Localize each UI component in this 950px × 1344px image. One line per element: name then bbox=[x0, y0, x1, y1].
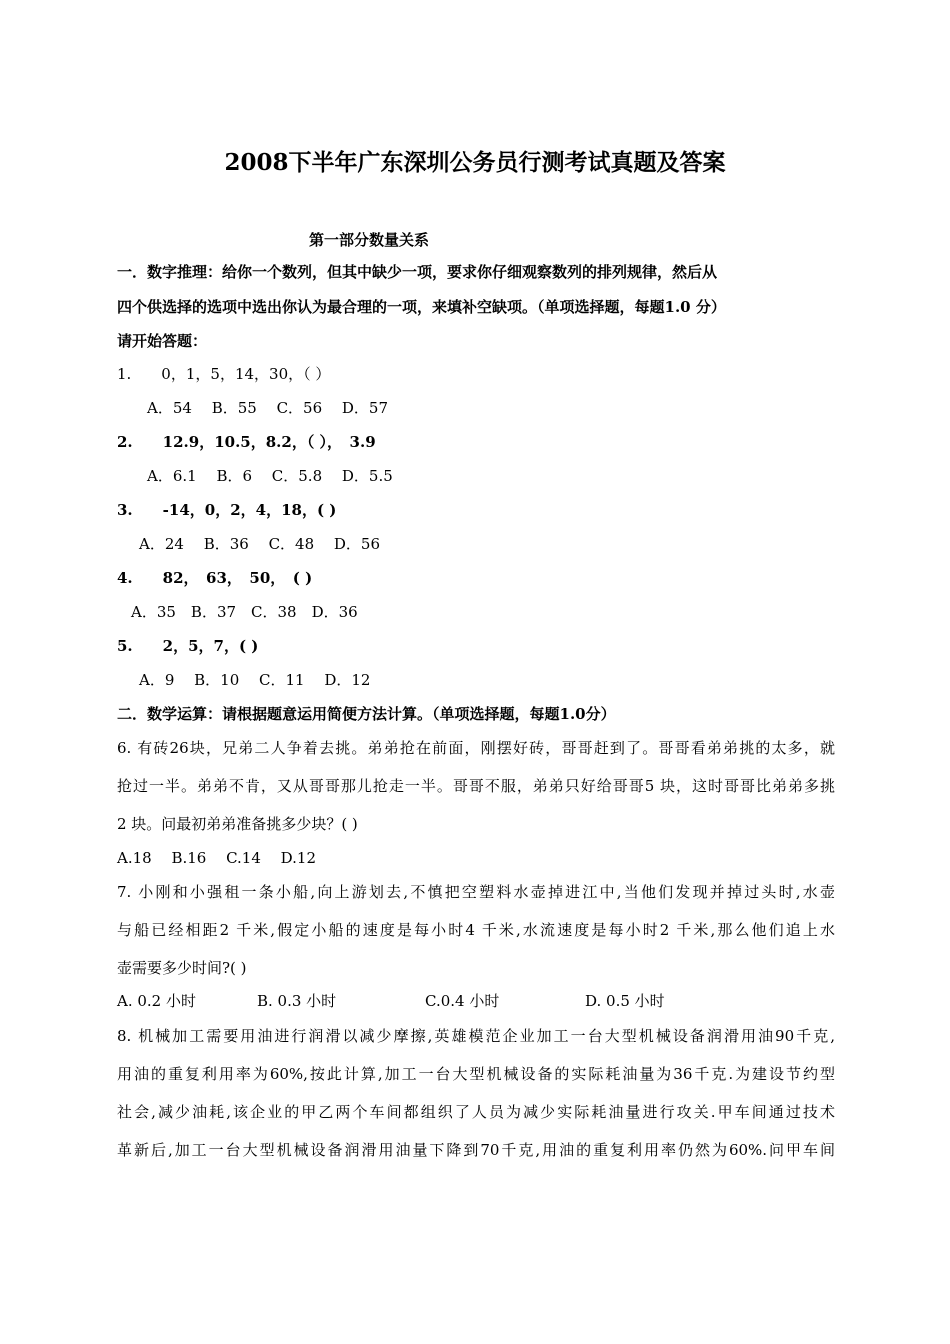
section1-intro-line2: 四个供选择的选项中选出你认为最合理的一项，来填补空缺项。（单项选择题，每题1.0 分） bbox=[117, 298, 726, 316]
question-8-line3: 社会,减少油耗,该企业的甲乙两个车间都组织了人员为减少实际耗油量进行攻关.甲车间通过技术 bbox=[117, 1103, 835, 1121]
question-7-option-b: B. 0.3 小时 bbox=[257, 992, 337, 1010]
question-4-stem: 4. 82， 63， 50， ( ) bbox=[117, 569, 313, 587]
question-6-options: A.18 B.16 C.14 D.12 bbox=[117, 849, 317, 867]
question-7-option-d: D. 0.5 小时 bbox=[585, 992, 665, 1010]
question-2-stem: 2. 12.9，10.5，8.2，（ ）， 3.9 bbox=[117, 433, 376, 451]
part-heading: 第一部分数量关系 bbox=[309, 231, 430, 249]
section1-intro-line1: 一．数字推理：给你一个数列，但其中缺少一项，要求你仔细观察数列的排列规律，然后从 bbox=[117, 263, 718, 281]
question-5-stem: 5. 2，5，7，( ) bbox=[117, 637, 259, 655]
question-8-line1: 8. 机械加工需要用油进行润滑以减少摩擦,英雄模范企业加工一台大型机械设备润滑用油90千克, bbox=[117, 1027, 835, 1045]
question-8-line2: 用油的重复利用率为60%,按此计算,加工一台大型机械设备的实际耗油量为36千克.为建设节约型 bbox=[117, 1065, 835, 1083]
question-7-line3: 壶需要多少时间?( ) bbox=[117, 959, 247, 977]
question-5-options: A．9 B．10 C．11 D．12 bbox=[139, 671, 371, 689]
question-1-options: A．54 B．55 C．56 D．57 bbox=[147, 399, 389, 417]
question-6-line2: 抢过一半。弟弟不肯，又从哥哥那儿抢走一半。哥哥不服，弟弟只好给哥哥5 块，这时哥哥比弟弟多挑 bbox=[117, 777, 835, 795]
question-7-line2: 与船已经相距2 千米,假定小船的速度是每小时4 千米,水流速度是每小时2 千米,那么他们追上水 bbox=[117, 921, 835, 939]
question-3-options: A．24 B．36 C．48 D．56 bbox=[139, 535, 381, 553]
document-title: 2008下半年广东深圳公务员行测考试真题及答案 bbox=[224, 149, 726, 176]
question-1-stem: 1. 0，1，5，14，30，（ ） bbox=[117, 365, 331, 383]
question-6-line3: 2 块。问最初弟弟准备挑多少块？( ) bbox=[117, 815, 358, 833]
question-4-options: A．35 B．37 C．38 D．36 bbox=[131, 603, 358, 621]
question-6-line1: 6. 有砖26块，兄弟二人争着去挑。弟弟抢在前面，刚摆好砖，哥哥赶到了。哥哥看弟弟挑的太多，就 bbox=[117, 739, 835, 757]
question-8-line4: 革新后,加工一台大型机械设备润滑用油量下降到70千克,用油的重复利用率仍然为60%.问甲车间 bbox=[117, 1141, 835, 1159]
section2-heading: 二．数学运算：请根据题意运用简便方法计算。（单项选择题，每题1.0分） bbox=[117, 705, 616, 723]
section1-start: 请开始答题： bbox=[117, 332, 208, 350]
question-2-options: A．6.1 B．6 C．5.8 D．5.5 bbox=[147, 467, 393, 485]
question-7-option-c: C.0.4 小时 bbox=[425, 992, 500, 1010]
question-7-option-a: A. 0.2 小时 bbox=[117, 992, 196, 1010]
question-7-line1: 7. 小刚和小强租一条小船,向上游划去,不慎把空塑料水壶掉进江中,当他们发现并掉过头时,水壶 bbox=[117, 883, 835, 901]
question-3-stem: 3. -14，0，2，4，18，( ) bbox=[117, 501, 337, 519]
